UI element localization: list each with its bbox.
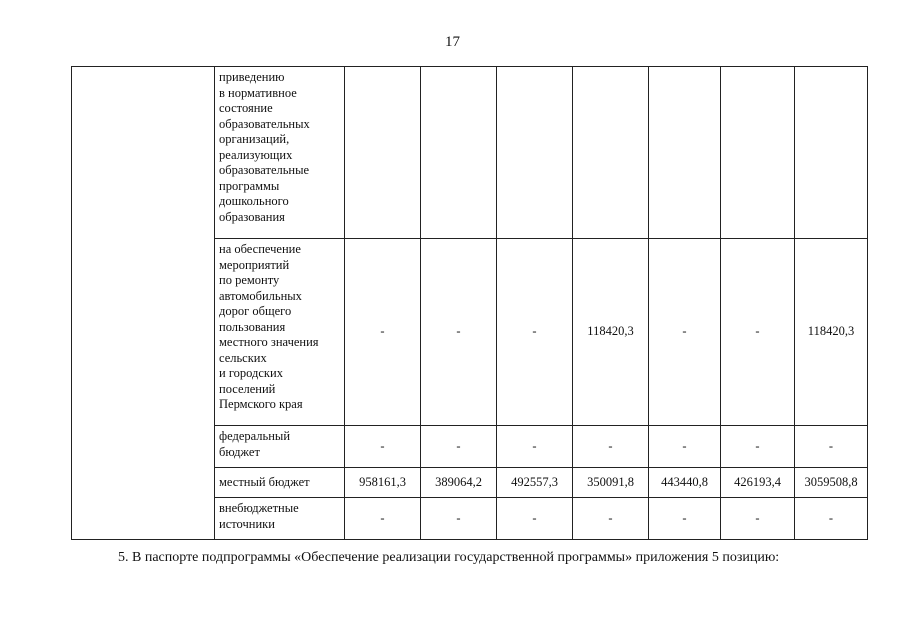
value-cell: 389064,2 (421, 468, 497, 498)
value-cell: - (345, 239, 421, 426)
value-cell (573, 67, 649, 239)
value-cell: - (649, 426, 721, 468)
value-cell: - (721, 239, 795, 426)
value-cell (497, 67, 573, 239)
value-cell: - (649, 239, 721, 426)
value-cell: - (795, 426, 868, 468)
value-cell: - (649, 498, 721, 540)
row-label: внебюджетные источники (215, 498, 345, 540)
value-cell: - (573, 498, 649, 540)
value-cell: 118420,3 (573, 239, 649, 426)
empty-first-column-cell (72, 67, 215, 540)
table-row (72, 67, 868, 239)
value-cell (649, 67, 721, 239)
row-label: приведению в нормативное состояние образовательных организаций, реализующих образовательные программы дошкольного образования (215, 67, 345, 239)
value-cell: - (497, 426, 573, 468)
row-label: федеральный бюджет (215, 426, 345, 468)
value-cell: 443440,8 (649, 468, 721, 498)
value-cell (721, 67, 795, 239)
section-paragraph: 5. В паспорте подпрограммы «Обеспечение реализации государственной программы» приложения 5 позицию: (118, 550, 780, 565)
value-cell: - (421, 239, 497, 426)
budget-table (71, 66, 868, 540)
row-label: местный бюджет (215, 468, 345, 498)
value-cell: - (721, 498, 795, 540)
value-cell: - (795, 498, 868, 540)
value-cell (345, 67, 421, 239)
value-cell: - (497, 498, 573, 540)
value-cell: 958161,3 (345, 468, 421, 498)
row-label: на обеспечение мероприятий по ремонту автомобильных дорог общего пользования местного значения сельских и городских поселений Пермского края (215, 239, 345, 426)
value-cell: - (421, 498, 497, 540)
value-cell: 3059508,8 (795, 468, 868, 498)
value-cell: - (345, 426, 421, 468)
value-cell: - (721, 426, 795, 468)
value-cell (795, 67, 868, 239)
value-cell (421, 67, 497, 239)
value-cell: 426193,4 (721, 468, 795, 498)
value-cell: - (345, 498, 421, 540)
value-cell: - (497, 239, 573, 426)
page-number: 17 (445, 34, 460, 50)
value-cell: 118420,3 (795, 239, 868, 426)
value-cell: - (421, 426, 497, 468)
value-cell: - (573, 426, 649, 468)
value-cell: 492557,3 (497, 468, 573, 498)
value-cell: 350091,8 (573, 468, 649, 498)
